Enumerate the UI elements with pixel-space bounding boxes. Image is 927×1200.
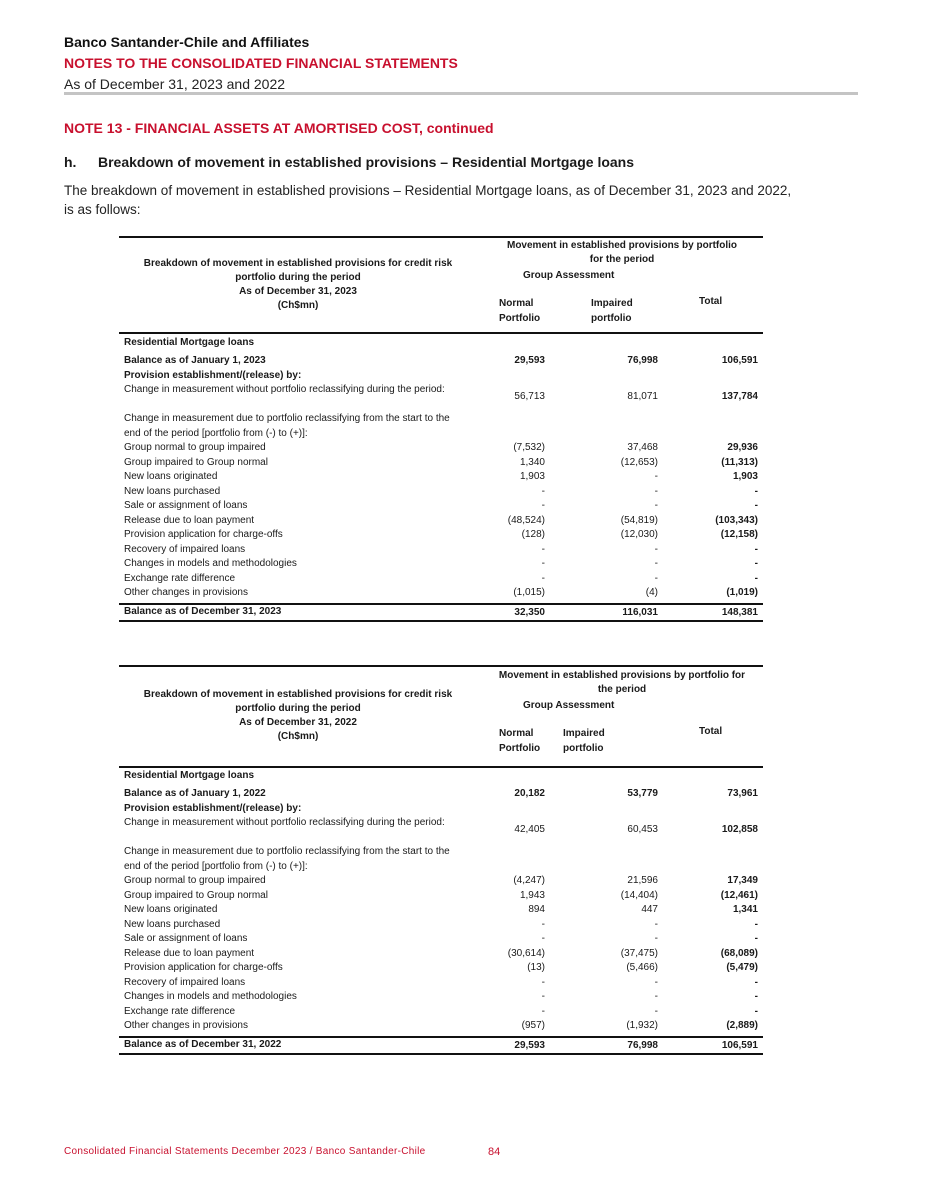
- normal-portfolio-value: (30,614): [507, 947, 545, 959]
- table-row: [119, 802, 763, 817]
- row-label: Balance as of December 31, 2022: [124, 1038, 282, 1050]
- normal-portfolio-value: 894: [528, 904, 545, 915]
- table-row: [119, 528, 763, 543]
- normal-portfolio-value: 20,182: [514, 787, 545, 799]
- impaired-portfolio-header: [591, 296, 633, 326]
- impaired-portfolio-value: 37,468: [627, 442, 658, 453]
- total-value: -: [754, 933, 758, 944]
- movement-header: [481, 239, 763, 267]
- normal-portfolio-value: 56,713: [514, 391, 545, 402]
- normal-portfolio-value: -: [541, 500, 545, 511]
- movement-header: [481, 669, 763, 697]
- movement-header-line1: Movement in established provisions by portfolio: [506, 240, 738, 251]
- left-header-line2: portfolio during the period: [235, 272, 361, 283]
- left-header-line1: Breakdown of movement in established provisions for credit risk: [143, 689, 453, 700]
- impaired-portfolio-header: [563, 726, 605, 756]
- row-label: Residential Mortgage loans: [124, 770, 255, 781]
- normal-portfolio-value: -: [541, 1005, 545, 1017]
- table-row: [119, 412, 763, 441]
- normal-portfolio-value: -: [541, 543, 545, 555]
- table-row: [119, 336, 763, 351]
- table-row: [119, 572, 763, 587]
- total-value: 1,341: [732, 904, 758, 915]
- row-label: Balance as of January 1, 2023: [124, 354, 266, 366]
- total-value: 1,903: [732, 471, 758, 482]
- row-label: Sale or assignment of loans: [124, 500, 248, 511]
- table-row: [119, 557, 763, 572]
- total-value: -: [754, 918, 758, 930]
- header-divider: [64, 92, 858, 95]
- impaired-portfolio-value: -: [654, 500, 658, 511]
- impaired-portfolio-value: 53,779: [627, 787, 658, 799]
- total-value: 106,591: [721, 1039, 758, 1051]
- movement-header-line2: for the period: [589, 254, 655, 265]
- normal-portfolio-header: [499, 726, 540, 756]
- row-label: Balance as of January 1, 2022: [124, 787, 266, 799]
- table-row: [119, 903, 763, 918]
- impaired-portfolio-value: (12,030): [620, 529, 658, 540]
- table-row: [119, 485, 763, 500]
- total-value: (12,461): [720, 889, 758, 901]
- impaired-portfolio-value: (1,932): [626, 1020, 658, 1031]
- normal-portfolio-value: -: [541, 485, 545, 497]
- impaired-portfolio-value: -: [654, 918, 658, 930]
- group-assessment-header: Group Assessment: [523, 700, 615, 711]
- report-date: As of December 31, 2023 and 2022: [64, 76, 286, 92]
- total-value: -: [754, 976, 758, 988]
- table-top-rule: [119, 665, 763, 667]
- normal-portfolio-value: 29,593: [514, 1039, 545, 1051]
- total-value: (5,479): [726, 962, 758, 973]
- impaired-portfolio-value: (4): [645, 587, 658, 598]
- row-label: Provision establishment/(release) by:: [124, 802, 302, 814]
- table-row: [119, 470, 763, 485]
- footer-text: Consolidated Financial Statements December 2023 / Banco Santander-Chile: [64, 1146, 426, 1157]
- normal-portfolio-value: (1,015): [513, 587, 545, 598]
- table-row: [119, 441, 763, 456]
- total-value: (1,019): [726, 587, 758, 598]
- table-row: [119, 1036, 763, 1055]
- total-value: -: [754, 558, 758, 569]
- normal-portfolio-value: 42,405: [514, 824, 545, 835]
- intro-paragraph: The breakdown of movement in established provisions – Residential Mortgage loans, as of December 31, 2023 and 2022, is as follows:: [64, 183, 792, 217]
- normal-portfolio-value: -: [541, 933, 545, 944]
- table-row: [119, 961, 763, 976]
- normal-portfolio-value: -: [541, 976, 545, 988]
- table-row: [119, 1019, 763, 1034]
- impaired-portfolio-value: -: [654, 976, 658, 988]
- table-body: [119, 336, 763, 622]
- table-row: [119, 976, 763, 991]
- normal-portfolio-value: 1,903: [519, 471, 545, 482]
- normal-portfolio-value: 1,340: [519, 456, 545, 468]
- table-body: [119, 769, 763, 1055]
- row-label: Change in measurement due to portfolio reclassifying from the start to the end of the period [portfolio from (-) to (+)]:: [124, 413, 450, 439]
- normal-portfolio-value: (4,247): [513, 875, 545, 886]
- page-number: 84: [488, 1146, 501, 1158]
- normal-header-line1: Normal: [499, 728, 534, 739]
- row-label: New loans purchased: [124, 918, 221, 930]
- table-row: [119, 543, 763, 558]
- row-label: New loans originated: [124, 904, 218, 915]
- impaired-header-line2: portfolio: [563, 743, 604, 754]
- total-value: -: [754, 991, 758, 1002]
- table-row: [119, 1005, 763, 1020]
- table-row: [119, 874, 763, 889]
- row-label: Provision application for charge-offs: [124, 962, 283, 973]
- impaired-header-line2: portfolio: [591, 313, 632, 324]
- total-value: -: [754, 543, 758, 555]
- total-value: (103,343): [715, 514, 758, 526]
- row-label: New loans purchased: [124, 485, 221, 497]
- impaired-portfolio-value: (14,404): [620, 889, 658, 901]
- table-row: [119, 918, 763, 933]
- left-header-line1: Breakdown of movement in established provisions for credit risk: [143, 258, 453, 269]
- row-label: Group normal to group impaired: [124, 875, 266, 886]
- row-label: Other changes in provisions: [124, 1020, 248, 1031]
- total-value: 137,784: [721, 391, 758, 402]
- table-row: [119, 383, 763, 412]
- table-row: [119, 990, 763, 1005]
- row-label: New loans originated: [124, 471, 218, 482]
- impaired-portfolio-value: -: [654, 933, 658, 944]
- movement-header-line2: the period: [597, 684, 647, 695]
- normal-header-line2: Portfolio: [499, 743, 541, 754]
- impaired-portfolio-value: -: [654, 991, 658, 1002]
- table-row: [119, 603, 763, 622]
- table-row: [119, 456, 763, 471]
- normal-portfolio-value: (7,532): [513, 442, 545, 453]
- impaired-portfolio-value: -: [654, 1005, 658, 1017]
- table-row: [119, 947, 763, 962]
- group-assessment-header: Group Assessment: [523, 270, 615, 281]
- table-row: [119, 514, 763, 529]
- note-title: NOTE 13 - FINANCIAL ASSETS AT AMORTISED COST, continued: [64, 120, 494, 136]
- row-label: Group impaired to Group normal: [124, 889, 268, 901]
- row-label: Sale or assignment of loans: [124, 933, 248, 944]
- row-label: Change in measurement without portfolio reclassifying during the period:: [124, 384, 445, 395]
- table-row: [119, 369, 763, 384]
- left-header-line4: (Ch$mn): [277, 731, 319, 742]
- table-left-header: [119, 257, 477, 313]
- notes-title: NOTES TO THE CONSOLIDATED FINANCIAL STATEMENTS: [64, 55, 458, 71]
- header-bottom-rule: [119, 332, 763, 334]
- total-value: 148,381: [721, 606, 758, 618]
- total-value: -: [754, 1005, 758, 1017]
- table-row: [119, 845, 763, 874]
- total-value: -: [754, 572, 758, 584]
- row-label: Change in measurement without portfolio reclassifying during the period:: [124, 817, 445, 828]
- left-header-line3: As of December 31, 2023: [239, 286, 357, 297]
- impaired-portfolio-value: 21,596: [627, 875, 658, 886]
- row-label: Group normal to group impaired: [124, 442, 266, 453]
- impaired-header-line1: Impaired: [591, 298, 633, 309]
- total-value: 106,591: [721, 354, 758, 366]
- impaired-portfolio-value: 60,453: [627, 824, 658, 835]
- row-label: Change in measurement due to portfolio reclassifying from the start to the end of the period [portfolio from (-) to (+)]:: [124, 846, 450, 872]
- total-value: 17,349: [727, 875, 758, 886]
- total-value: (2,889): [726, 1020, 758, 1031]
- section-letter: h.: [64, 154, 77, 170]
- table-left-header: [119, 688, 477, 744]
- impaired-portfolio-value: -: [654, 471, 658, 482]
- normal-portfolio-value: 32,350: [514, 606, 545, 618]
- impaired-portfolio-value: 116,031: [622, 606, 658, 618]
- movement-header-line1: Movement in established provisions by portfolio for: [498, 670, 746, 681]
- impaired-portfolio-value: 76,998: [627, 1039, 658, 1051]
- row-label: Exchange rate difference: [124, 1005, 236, 1017]
- impaired-portfolio-value: (12,653): [620, 456, 658, 468]
- row-label: Release due to loan payment: [124, 514, 255, 526]
- normal-portfolio-value: (48,524): [507, 514, 545, 526]
- row-label: Recovery of impaired loans: [124, 543, 246, 555]
- normal-header-line1: Normal: [499, 298, 534, 309]
- table-row: [119, 499, 763, 514]
- normal-header-line2: Portfolio: [499, 313, 541, 324]
- table-top-rule: [119, 236, 763, 238]
- table-row: [119, 816, 763, 845]
- impaired-portfolio-value: 81,071: [627, 391, 658, 402]
- impaired-portfolio-value: (5,466): [626, 962, 658, 973]
- row-label: Group impaired to Group normal: [124, 456, 268, 468]
- normal-portfolio-value: (957): [521, 1020, 545, 1031]
- section-title: Breakdown of movement in established provisions – Residential Mortgage loans: [98, 154, 635, 170]
- left-header-line2: portfolio during the period: [235, 703, 361, 714]
- total-value: 29,936: [727, 442, 758, 453]
- row-label: Other changes in provisions: [124, 587, 248, 598]
- normal-portfolio-value: -: [541, 991, 545, 1002]
- row-label: Provision application for charge-offs: [124, 529, 283, 540]
- row-label: Provision establishment/(release) by:: [124, 369, 302, 381]
- table-row: [119, 889, 763, 904]
- impaired-portfolio-value: -: [654, 485, 658, 497]
- left-header-line4: (Ch$mn): [277, 300, 319, 311]
- normal-portfolio-value: (128): [521, 529, 545, 540]
- normal-portfolio-value: -: [541, 558, 545, 569]
- total-value: 73,961: [727, 787, 758, 799]
- total-header: Total: [699, 296, 723, 307]
- row-label: Changes in models and methodologies: [124, 991, 297, 1002]
- impaired-portfolio-value: 76,998: [627, 354, 658, 366]
- row-label: Release due to loan payment: [124, 947, 255, 959]
- row-label: Changes in models and methodologies: [124, 558, 297, 569]
- table-row: [119, 586, 763, 601]
- row-label: Balance as of December 31, 2023: [124, 605, 282, 617]
- left-header-line3: As of December 31, 2022: [239, 717, 357, 728]
- impaired-portfolio-value: 447: [641, 904, 658, 915]
- total-value: (68,089): [720, 947, 758, 959]
- impaired-portfolio-value: -: [654, 572, 658, 584]
- table-row: [119, 351, 763, 369]
- normal-portfolio-value: 29,593: [514, 354, 545, 366]
- impaired-portfolio-value: -: [654, 543, 658, 555]
- normal-portfolio-header: [499, 296, 540, 326]
- row-label: Residential Mortgage loans: [124, 337, 255, 348]
- total-value: -: [754, 485, 758, 497]
- total-value: 102,858: [721, 824, 758, 835]
- table-row: [119, 769, 763, 784]
- impaired-header-line1: Impaired: [563, 728, 605, 739]
- row-label: Recovery of impaired loans: [124, 976, 246, 988]
- total-value: (12,158): [720, 529, 758, 540]
- impaired-portfolio-value: (54,819): [620, 514, 658, 526]
- total-value: (11,313): [721, 456, 758, 468]
- header-bottom-rule: [119, 766, 763, 768]
- total-value: -: [754, 500, 758, 511]
- company-name: Banco Santander-Chile and Affiliates: [64, 34, 310, 50]
- table-row: [119, 784, 763, 802]
- impaired-portfolio-value: (37,475): [620, 947, 658, 959]
- normal-portfolio-value: 1,943: [519, 889, 545, 901]
- total-header: Total: [699, 726, 723, 737]
- row-label: Exchange rate difference: [124, 572, 236, 584]
- normal-portfolio-value: -: [541, 918, 545, 930]
- table-row: [119, 932, 763, 947]
- normal-portfolio-value: -: [541, 572, 545, 584]
- normal-portfolio-value: (13): [527, 962, 545, 973]
- impaired-portfolio-value: -: [654, 558, 658, 569]
